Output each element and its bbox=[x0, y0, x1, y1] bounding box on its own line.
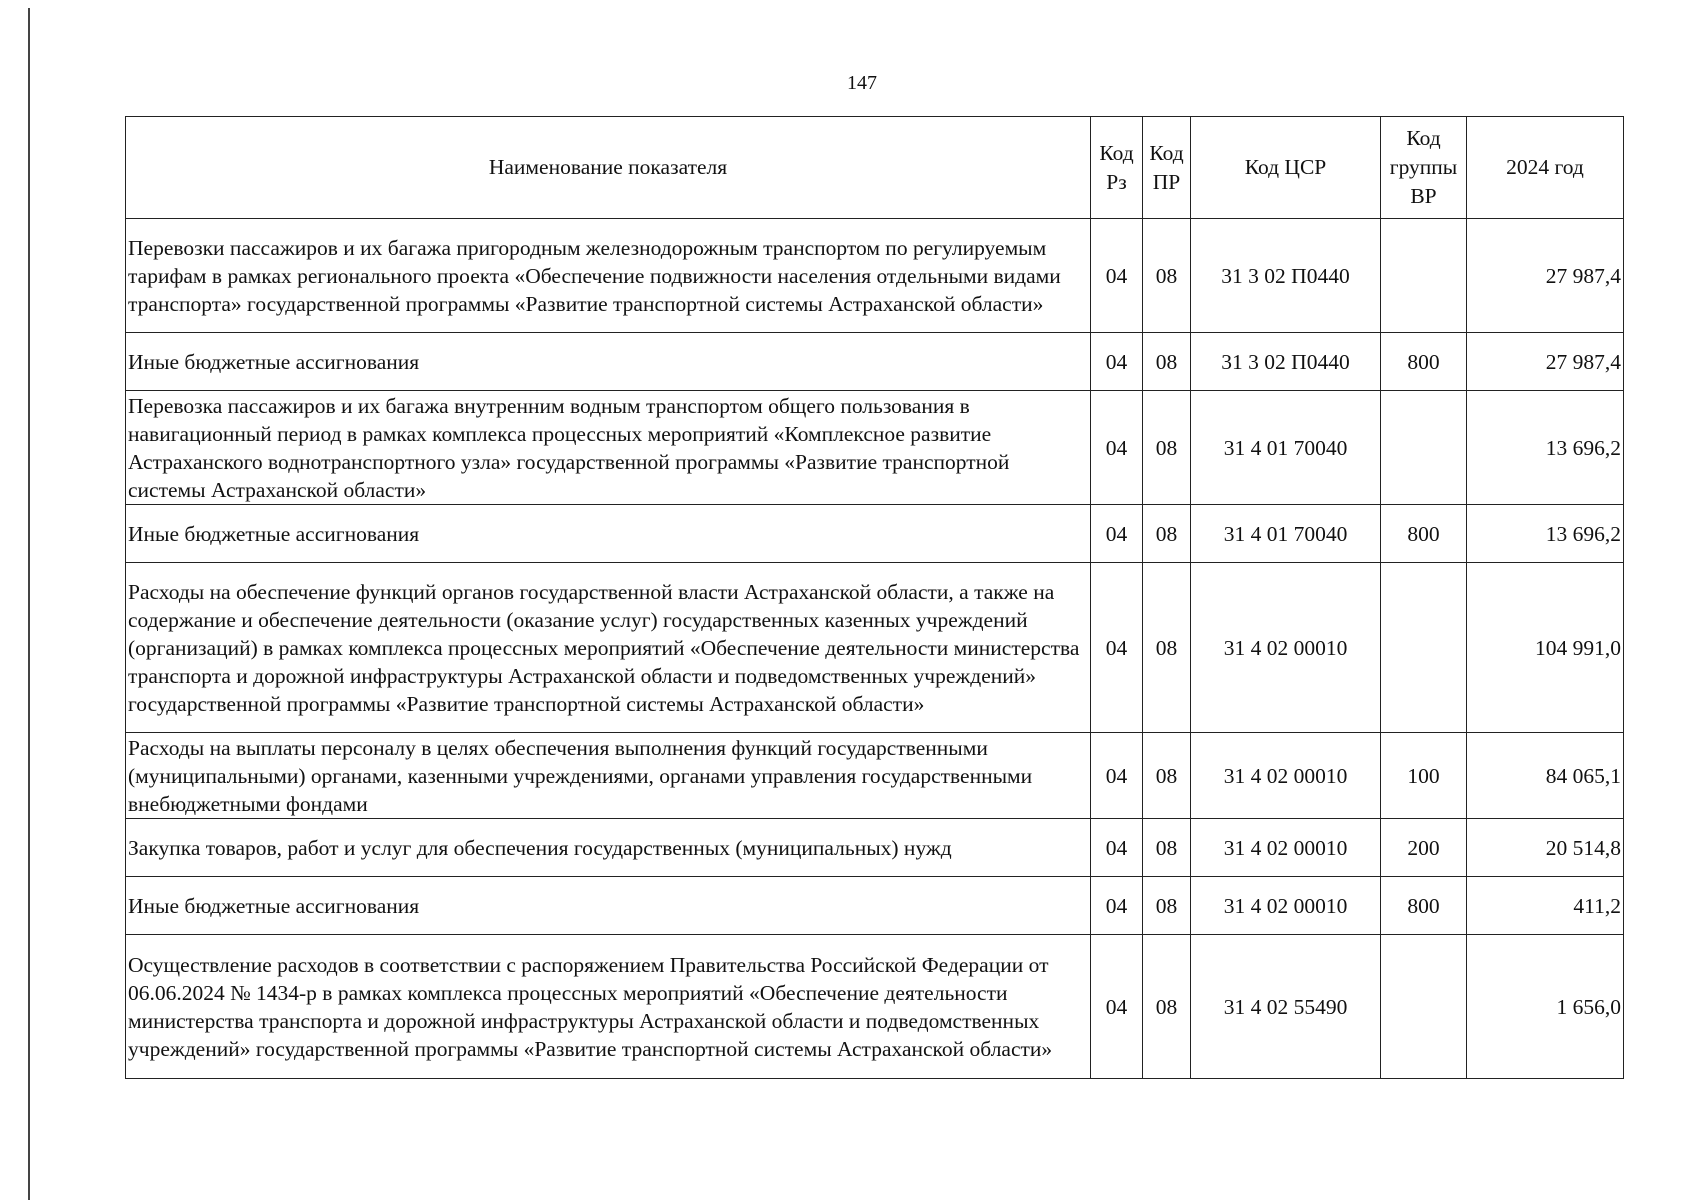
header-year: 2024 год bbox=[1467, 117, 1624, 219]
row-rz: 04 bbox=[1091, 733, 1143, 819]
row-rz: 04 bbox=[1091, 505, 1143, 563]
row-amount: 1 656,0 bbox=[1467, 935, 1624, 1079]
binding-edge-line bbox=[28, 8, 30, 1200]
table-row bbox=[126, 935, 1624, 1079]
row-pr: 08 bbox=[1143, 333, 1191, 391]
row-csr: 31 3 02 П0440 bbox=[1191, 219, 1381, 333]
table-row bbox=[126, 877, 1624, 935]
row-vr: 200 bbox=[1381, 819, 1467, 877]
table-row bbox=[126, 391, 1624, 505]
row-rz: 04 bbox=[1091, 391, 1143, 505]
row-pr: 08 bbox=[1143, 505, 1191, 563]
header-name: Наименование показателя bbox=[126, 117, 1091, 219]
budget-table bbox=[125, 116, 1624, 1079]
row-pr: 08 bbox=[1143, 219, 1191, 333]
row-pr: 08 bbox=[1143, 733, 1191, 819]
row-csr: 31 4 02 00010 bbox=[1191, 877, 1381, 935]
row-name: Осуществление расходов в соответствии с распоряжением Правительства Российской Федерации от 06.06.2024 № 1434-р в рамках комплекса процессных мероприятий «Обеспечение деятельности министерства транспорта и дорожной инфраструктуры Астраханской области и подведомственных учреждений» государственной программы «Развитие транспортной системы Астраханской области» bbox=[126, 935, 1091, 1079]
row-amount: 104 991,0 bbox=[1467, 563, 1624, 733]
header-vr: Код группы ВР bbox=[1381, 117, 1467, 219]
row-pr: 08 bbox=[1143, 819, 1191, 877]
row-rz: 04 bbox=[1091, 563, 1143, 733]
row-vr bbox=[1381, 391, 1467, 505]
page-number: 147 bbox=[847, 72, 877, 94]
table-row bbox=[126, 563, 1624, 733]
table-row bbox=[126, 819, 1624, 877]
row-csr: 31 4 02 55490 bbox=[1191, 935, 1381, 1079]
row-amount: 84 065,1 bbox=[1467, 733, 1624, 819]
row-name: Иные бюджетные ассигнования bbox=[126, 505, 1091, 563]
row-vr bbox=[1381, 563, 1467, 733]
header-pr: Код ПР bbox=[1143, 117, 1191, 219]
table-header-row bbox=[126, 117, 1624, 219]
row-name: Иные бюджетные ассигнования bbox=[126, 877, 1091, 935]
row-name: Перевозки пассажиров и их багажа пригородным железнодорожным транспортом по регулируемым тарифам в рамках регионального проекта «Обеспечение подвижности населения отдельными видами транспорта» государственной программы «Развитие транспортной системы Астраханской области» bbox=[126, 219, 1091, 333]
row-pr: 08 bbox=[1143, 391, 1191, 505]
row-vr bbox=[1381, 219, 1467, 333]
row-vr: 800 bbox=[1381, 877, 1467, 935]
row-pr: 08 bbox=[1143, 563, 1191, 733]
row-rz: 04 bbox=[1091, 935, 1143, 1079]
row-csr: 31 4 01 70040 bbox=[1191, 505, 1381, 563]
row-amount: 27 987,4 bbox=[1467, 333, 1624, 391]
table-row bbox=[126, 505, 1624, 563]
row-name: Закупка товаров, работ и услуг для обеспечения государственных (муниципальных) нужд bbox=[126, 819, 1091, 877]
row-rz: 04 bbox=[1091, 333, 1143, 391]
row-amount: 411,2 bbox=[1467, 877, 1624, 935]
row-rz: 04 bbox=[1091, 877, 1143, 935]
row-name: Расходы на выплаты персоналу в целях обеспечения выполнения функций государственными (муниципальными) органами, казенными учреждениями, органами управления государственными внебюджетными фондами bbox=[126, 733, 1091, 819]
row-csr: 31 4 02 00010 bbox=[1191, 563, 1381, 733]
row-pr: 08 bbox=[1143, 935, 1191, 1079]
row-vr: 100 bbox=[1381, 733, 1467, 819]
row-csr: 31 4 02 00010 bbox=[1191, 733, 1381, 819]
row-csr: 31 4 02 00010 bbox=[1191, 819, 1381, 877]
row-csr: 31 4 01 70040 bbox=[1191, 391, 1381, 505]
row-name: Иные бюджетные ассигнования bbox=[126, 333, 1091, 391]
header-rz: Код Рз bbox=[1091, 117, 1143, 219]
row-amount: 13 696,2 bbox=[1467, 391, 1624, 505]
row-amount: 13 696,2 bbox=[1467, 505, 1624, 563]
row-vr: 800 bbox=[1381, 333, 1467, 391]
header-csr: Код ЦСР bbox=[1191, 117, 1381, 219]
row-vr bbox=[1381, 935, 1467, 1079]
row-rz: 04 bbox=[1091, 819, 1143, 877]
row-amount: 20 514,8 bbox=[1467, 819, 1624, 877]
row-rz: 04 bbox=[1091, 219, 1143, 333]
row-vr: 800 bbox=[1381, 505, 1467, 563]
row-name: Расходы на обеспечение функций органов государственной власти Астраханской области, а также на содержание и обеспечение деятельности (оказание услуг) государственных казенных учреждений (организаций) в рамках комплекса процессных мероприятий «Обеспечение деятельности министерства транспорта и дорожной инфраструктуры Астраханской области и подведомственных учреждений» государственной программы «Развитие транспортной системы Астраханской области» bbox=[126, 563, 1091, 733]
table-row bbox=[126, 733, 1624, 819]
row-amount: 27 987,4 bbox=[1467, 219, 1624, 333]
row-name: Перевозка пассажиров и их багажа внутренним водным транспортом общего пользования в навигационный период в рамках комплекса процессных мероприятий «Комплексное развитие Астраханского воднотранспортного узла» государственной программы «Развитие транспортной системы Астраханской области» bbox=[126, 391, 1091, 505]
table-row bbox=[126, 219, 1624, 333]
row-csr: 31 3 02 П0440 bbox=[1191, 333, 1381, 391]
table-row bbox=[126, 333, 1624, 391]
row-pr: 08 bbox=[1143, 877, 1191, 935]
